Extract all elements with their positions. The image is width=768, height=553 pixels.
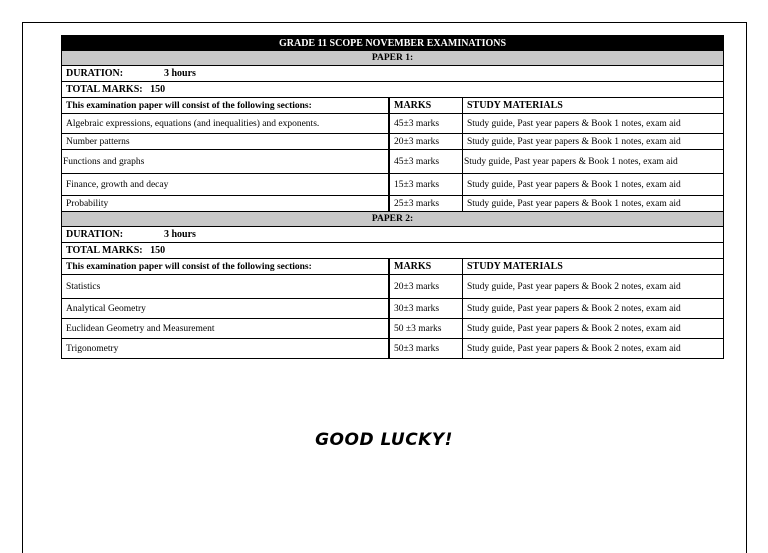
total-marks-label: TOTAL MARKS:	[66, 84, 143, 95]
section-marks: 25±3 marks	[389, 196, 463, 212]
table-row	[62, 196, 724, 212]
paper2-total-marks-cell	[62, 243, 724, 259]
section-materials: Study guide, Past year papers & Book 2 notes, exam aid	[463, 339, 724, 359]
paper1-heading: PAPER 1:	[62, 51, 724, 66]
paper2-heading: PAPER 2:	[62, 212, 724, 227]
table-row	[62, 134, 724, 150]
section-name: Probability	[62, 196, 390, 212]
total-marks-label: TOTAL MARKS:	[66, 245, 143, 256]
section-name: Algebraic expressions, equations (and inequalities) and exponents.	[62, 114, 390, 134]
paper1-duration-cell	[62, 66, 724, 82]
table-title: GRADE 11 SCOPE NOVEMBER EXAMINATIONS	[62, 36, 724, 51]
paper2-duration-cell	[62, 227, 724, 243]
paper1-header-row	[62, 98, 724, 114]
section-marks: 50 ±3 marks	[389, 319, 463, 339]
paper2-duration-value: 3 hours	[164, 229, 196, 240]
paper2-duration-row	[62, 227, 724, 243]
study-materials-header: STUDY MATERIALS	[463, 259, 724, 275]
section-name: Functions and graphs	[62, 150, 390, 174]
section-name: Statistics	[62, 275, 390, 299]
sections-intro-header: This examination paper will consist of the following sections:	[62, 259, 390, 275]
paper2-header-row	[62, 259, 724, 275]
section-name: Analytical Geometry	[62, 299, 390, 319]
section-materials: Study guide, Past year papers & Book 2 notes, exam aid	[463, 299, 724, 319]
paper1-total-marks-row	[62, 82, 724, 98]
section-materials: Study guide, Past year papers & Book 2 notes, exam aid	[463, 275, 724, 299]
section-marks: 20±3 marks	[389, 275, 463, 299]
section-marks: 45±3 marks	[389, 150, 463, 174]
section-name: Finance, growth and decay	[62, 174, 390, 196]
section-marks: 20±3 marks	[389, 134, 463, 150]
duration-label: DURATION:	[66, 229, 124, 240]
table-row	[62, 150, 724, 174]
paper1-duration-value: 3 hours	[164, 68, 196, 79]
duration-label: DURATION:	[66, 68, 124, 79]
marks-header: MARKS	[389, 259, 463, 275]
paper1-total-marks-value: 150	[150, 84, 166, 95]
section-materials: Study guide, Past year papers & Book 1 notes, exam aid	[463, 134, 724, 150]
table-row	[62, 114, 724, 134]
exam-scope-table	[61, 35, 724, 359]
table-row	[62, 339, 724, 359]
section-marks: 50±3 marks	[389, 339, 463, 359]
section-name: Number patterns	[62, 134, 390, 150]
paper1-heading-row	[62, 51, 724, 66]
closing-message: GOOD LUCKY!	[315, 430, 453, 450]
table-row	[62, 319, 724, 339]
paper1-total-marks-cell	[62, 82, 724, 98]
section-name: Trigonometry	[62, 339, 390, 359]
sections-intro-header: This examination paper will consist of the following sections:	[62, 98, 390, 114]
paper2-total-marks-value: 150	[150, 245, 166, 256]
table-row	[62, 299, 724, 319]
section-name: Euclidean Geometry and Measurement	[62, 319, 390, 339]
paper1-duration-row	[62, 66, 724, 82]
section-marks: 30±3 marks	[389, 299, 463, 319]
section-materials: Study guide, Past year papers & Book 1 notes, exam aid	[463, 114, 724, 134]
table-row	[62, 174, 724, 196]
section-marks: 15±3 marks	[389, 174, 463, 196]
table-row	[62, 275, 724, 299]
title-row	[62, 36, 724, 51]
section-materials: Study guide, Past year papers & Book 2 notes, exam aid	[463, 319, 724, 339]
paper2-total-marks-row	[62, 243, 724, 259]
section-marks: 45±3 marks	[389, 114, 463, 134]
section-materials: Study guide, Past year papers & Book 1 notes, exam aid	[463, 196, 724, 212]
paper2-heading-row	[62, 212, 724, 227]
study-materials-header: STUDY MATERIALS	[463, 98, 724, 114]
section-materials: Study guide, Past year papers & Book 1 notes, exam aid	[463, 150, 724, 174]
marks-header: MARKS	[389, 98, 463, 114]
section-materials: Study guide, Past year papers & Book 1 notes, exam aid	[463, 174, 724, 196]
